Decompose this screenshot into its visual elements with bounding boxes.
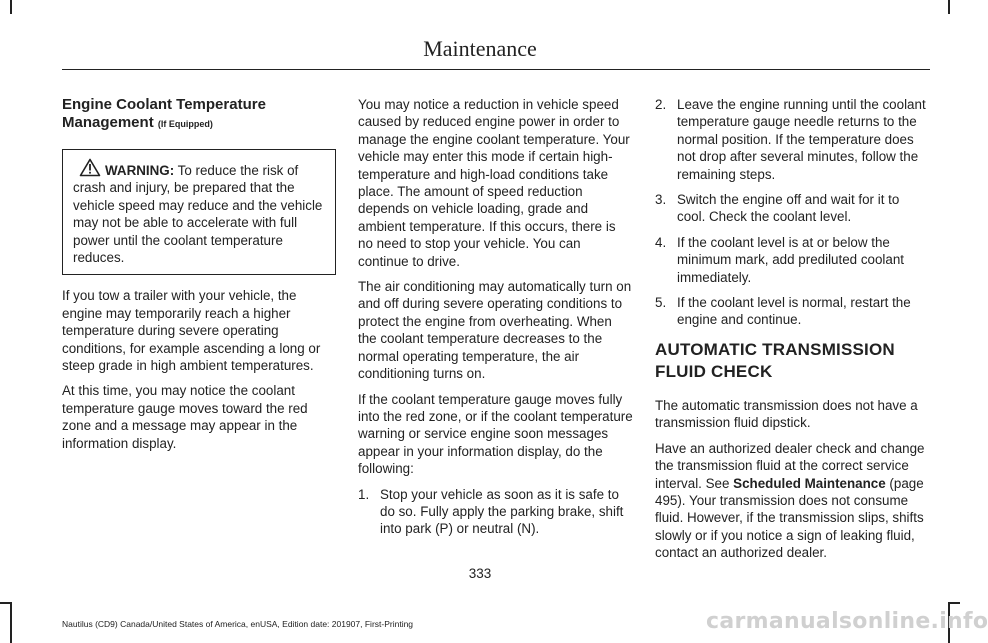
paragraph: At this time, you may notice the coolant temperature gauge moves toward the red zone and a message may appear in the information display. [62, 383, 308, 451]
section-heading-transmission: AUTOMATIC TRANSMISSION FLUID CHECK [655, 339, 895, 381]
steps-list [655, 96, 930, 329]
paragraph: If you tow a trailer with your vehicle, the engine may temporarily reach a higher temperature during severe operating conditions, for example ascending a long or steep grade in high ambient temperatures. [62, 288, 321, 374]
step-text: If the coolant level is at or below the minimum mark, add prediluted coolant immediately. [677, 234, 905, 285]
step-text: Leave the engine running until the coolant temperature gauge needle returns to the normal position. If the temperature does not drop after several minutes, follow the remaining steps. [677, 97, 926, 182]
paragraph-text: (page 495). Your transmission does not consume fluid. However, if the transmission slips, shifts slowly or if you notice a sign of leaking fluid, contact an authorized dealer. [655, 475, 924, 561]
paragraph: You may notice a reduction in vehicle speed caused by reduced engine power in order to manage the engine coolant temperature. Your vehicle may enter this mode if certain high-temperature and high-load conditions take place. The amount of speed reduction depends on vehicle loading, grade and ambient temperature. If this occurs, there is no need to stop your vehicle. You can continue to drive. [358, 97, 630, 269]
crop-mark-top-left [10, 0, 12, 14]
crop-mark-bottom-left [10, 602, 12, 643]
paragraph: The automatic transmission does not have a transmission fluid dipstick. [655, 397, 918, 431]
paragraph: If the coolant temperature gauge moves fully into the red zone, or if the coolant temperature warning or service engine soon messages appear in your information display, do the following: [358, 391, 633, 477]
paragraph-text: Have an authorized dealer check and change the transmission fluid at the correct service interval. See [655, 440, 925, 491]
footer-edition-text: Nautilus (CD9) Canada/United States of America, enUSA, Edition date: 201907, First-Printing [62, 619, 414, 629]
crop-mark-top-right [948, 0, 950, 14]
crop-mark-bottom-left-h [0, 602, 12, 604]
list-item [655, 294, 930, 329]
section-heading-coolant [62, 96, 336, 133]
list-item [358, 486, 633, 538]
right-column [655, 96, 930, 570]
list-item [655, 191, 930, 226]
step-number: 2. [655, 97, 667, 112]
warning-label: WARNING: [105, 163, 175, 178]
paragraph [655, 440, 930, 562]
page-number: 333 [468, 566, 492, 581]
step-text: Stop your vehicle as soon as it is safe to do so. Fully apply the parking brake, shift into park (P) or neutral (N). [380, 486, 624, 537]
left-column [62, 96, 336, 460]
crop-mark-bottom-right-h [948, 602, 960, 604]
step-number: 5. [655, 295, 667, 311]
watermark: carmanualsonline.info [706, 609, 988, 634]
header-divider [62, 69, 930, 70]
scheduled-maintenance-link[interactable]: Scheduled Maintenance [733, 475, 886, 491]
list-item [655, 96, 930, 183]
if-equipped-note: (If Equipped) [157, 119, 213, 129]
steps-list [358, 486, 633, 538]
step-text: Switch the engine off and wait for it to cool. Check the coolant level. [677, 192, 900, 225]
paragraph: The air conditioning may automatically turn on and off during severe operating conditions to protect the engine from overheating. When the coolant temperature decreases to the normal operating temperature, the air conditioning turns on. [358, 279, 632, 382]
step-number: 4. [655, 234, 667, 250]
middle-column [358, 96, 633, 546]
section-heading-text: Engine Coolant Temperature Management [62, 96, 266, 131]
list-item [655, 234, 930, 286]
warning-triangle-icon [79, 158, 101, 177]
step-number: 1. [358, 486, 370, 502]
warning-text: To reduce the risk of crash and injury, be prepared that the vehicle speed may reduce and the vehicle may not be able to accelerate with full power until the coolant temperature reduces. [73, 163, 323, 266]
step-text: If the coolant level is normal, restart the engine and continue. [677, 295, 911, 328]
warning-box [62, 149, 336, 275]
page-header-title: Maintenance [423, 36, 537, 61]
step-number: 3. [655, 192, 667, 208]
